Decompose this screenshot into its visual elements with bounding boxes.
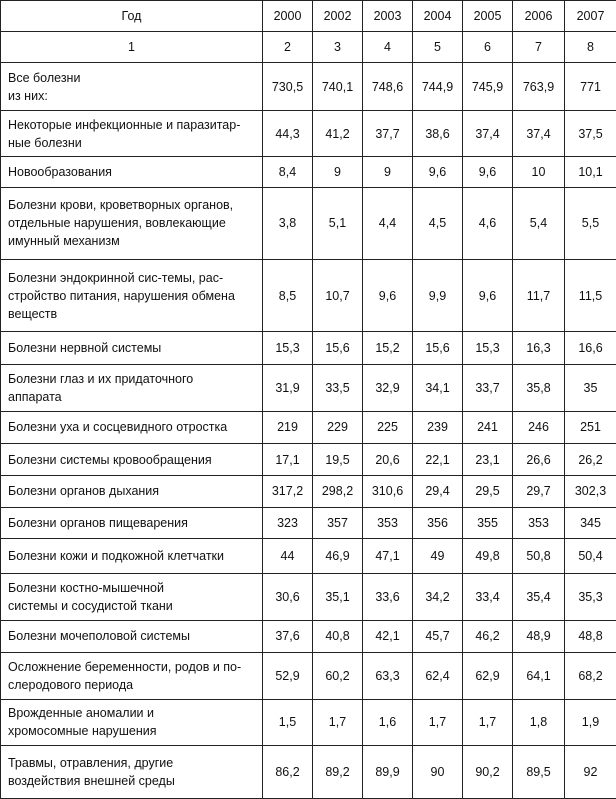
value-2000: 37,6 <box>263 621 313 653</box>
value-2005: 29,5 <box>463 475 513 507</box>
value-2006: 763,9 <box>513 63 565 111</box>
value-2002: 19,5 <box>313 444 363 476</box>
value-2005: 62,9 <box>463 652 513 699</box>
value-2000: 15,3 <box>263 331 313 364</box>
disease-category-label <box>1 111 263 157</box>
value-2007: 50,4 <box>565 539 616 574</box>
table-row <box>1 260 616 332</box>
value-2005: 46,2 <box>463 621 513 653</box>
value-2004: 49 <box>413 539 463 574</box>
column-number-row <box>1 32 616 63</box>
year-2005-header: 2005 <box>463 1 513 32</box>
value-2005: 33,7 <box>463 364 513 411</box>
value-2006: 48,9 <box>513 621 565 653</box>
table-row <box>1 364 616 411</box>
disease-category-label <box>1 331 263 364</box>
label-line: отдельные нарушения, вовлекающие <box>8 216 226 231</box>
value-2000: 3,8 <box>263 187 313 260</box>
label-line: веществ <box>8 306 58 321</box>
value-2006: 5,4 <box>513 187 565 260</box>
disease-category-label <box>1 539 263 574</box>
value-2004: 34,2 <box>413 574 463 621</box>
label-line: стройство питания, нарушения обмена <box>8 288 235 303</box>
value-2000: 8,5 <box>263 260 313 332</box>
value-2005: 355 <box>463 507 513 539</box>
label-line: системы и сосудистой ткани <box>8 599 173 614</box>
label-line: Осложнение беременности, родов и по- <box>8 659 242 674</box>
column-number: 7 <box>513 32 565 63</box>
value-2005: 90,2 <box>463 745 513 798</box>
column-number: 3 <box>313 32 363 63</box>
value-2003: 32,9 <box>363 364 413 411</box>
value-2005: 15,3 <box>463 331 513 364</box>
label-line: Некоторые инфекционные и паразитар- <box>8 117 241 132</box>
label-line: Все болезни <box>8 70 81 85</box>
table-row <box>1 331 616 364</box>
value-2004: 239 <box>413 411 463 444</box>
value-2003: 15,2 <box>363 331 413 364</box>
value-2006: 246 <box>513 411 565 444</box>
label-line: имунный механизм <box>8 234 120 249</box>
value-2007: 26,2 <box>565 444 616 476</box>
value-2000: 730,5 <box>263 63 313 111</box>
value-2007: 1,9 <box>565 699 616 745</box>
value-2006: 35,4 <box>513 574 565 621</box>
value-2002: 35,1 <box>313 574 363 621</box>
value-2002: 740,1 <box>313 63 363 111</box>
value-2004: 29,4 <box>413 475 463 507</box>
value-2006: 89,5 <box>513 745 565 798</box>
value-2002: 229 <box>313 411 363 444</box>
table-row <box>1 507 616 539</box>
value-2006: 29,7 <box>513 475 565 507</box>
table-row <box>1 157 616 188</box>
label-line: ные болезни <box>8 135 82 150</box>
label-line: Новообразования <box>8 164 112 179</box>
value-2003: 225 <box>363 411 413 444</box>
table-row <box>1 444 616 476</box>
table-row <box>1 745 616 798</box>
value-2005: 9,6 <box>463 260 513 332</box>
value-2002: 46,9 <box>313 539 363 574</box>
value-2004: 744,9 <box>413 63 463 111</box>
value-2000: 317,2 <box>263 475 313 507</box>
table-row <box>1 574 616 621</box>
value-2002: 41,2 <box>313 111 363 157</box>
value-2006: 11,7 <box>513 260 565 332</box>
value-2000: 31,9 <box>263 364 313 411</box>
label-line: слеродового периода <box>8 677 134 692</box>
value-2002: 357 <box>313 507 363 539</box>
value-2002: 10,7 <box>313 260 363 332</box>
value-2004: 90 <box>413 745 463 798</box>
value-2006: 1,8 <box>513 699 565 745</box>
value-2000: 8,4 <box>263 157 313 188</box>
table-row <box>1 63 616 111</box>
value-2003: 4,4 <box>363 187 413 260</box>
value-2005: 37,4 <box>463 111 513 157</box>
value-2007: 35,3 <box>565 574 616 621</box>
value-2002: 1,7 <box>313 699 363 745</box>
value-2007: 92 <box>565 745 616 798</box>
column-number: 5 <box>413 32 463 63</box>
value-2003: 42,1 <box>363 621 413 653</box>
value-2000: 44 <box>263 539 313 574</box>
value-2003: 9 <box>363 157 413 188</box>
header-row <box>1 1 616 32</box>
value-2004: 9,6 <box>413 157 463 188</box>
year-2000-header: 2000 <box>263 1 313 32</box>
value-2002: 40,8 <box>313 621 363 653</box>
value-2002: 89,2 <box>313 745 363 798</box>
disease-category-label <box>1 63 263 111</box>
table-row <box>1 475 616 507</box>
value-2006: 64,1 <box>513 652 565 699</box>
label-line: Болезни нервной системы <box>8 340 162 355</box>
disease-category-label <box>1 574 263 621</box>
value-2000: 52,9 <box>263 652 313 699</box>
value-2005: 241 <box>463 411 513 444</box>
value-2007: 11,5 <box>565 260 616 332</box>
value-2007: 345 <box>565 507 616 539</box>
disease-category-label <box>1 621 263 653</box>
value-2003: 33,6 <box>363 574 413 621</box>
year-2007-header: 2007 <box>565 1 616 32</box>
value-2000: 44,3 <box>263 111 313 157</box>
label-line: Болезни органов дыхания <box>8 484 160 499</box>
value-2003: 47,1 <box>363 539 413 574</box>
value-2004: 62,4 <box>413 652 463 699</box>
value-2004: 38,6 <box>413 111 463 157</box>
value-2005: 49,8 <box>463 539 513 574</box>
value-2005: 9,6 <box>463 157 513 188</box>
value-2002: 15,6 <box>313 331 363 364</box>
value-2003: 748,6 <box>363 63 413 111</box>
year-2002-header: 2002 <box>313 1 363 32</box>
column-number: 8 <box>565 32 616 63</box>
value-2002: 33,5 <box>313 364 363 411</box>
table-row <box>1 111 616 157</box>
value-2006: 37,4 <box>513 111 565 157</box>
value-2003: 1,6 <box>363 699 413 745</box>
value-2003: 37,7 <box>363 111 413 157</box>
value-2007: 5,5 <box>565 187 616 260</box>
disease-category-label <box>1 157 263 188</box>
value-2002: 298,2 <box>313 475 363 507</box>
label-line: аппарата <box>8 389 62 404</box>
disease-category-label <box>1 411 263 444</box>
value-2000: 1,5 <box>263 699 313 745</box>
value-2000: 219 <box>263 411 313 444</box>
disease-category-label <box>1 699 263 745</box>
value-2000: 17,1 <box>263 444 313 476</box>
table-body <box>1 63 616 799</box>
label-line: из них: <box>8 88 48 103</box>
value-2004: 9,9 <box>413 260 463 332</box>
table-row <box>1 539 616 574</box>
label-line: Болезни костно-мышечной <box>8 581 164 596</box>
value-2004: 356 <box>413 507 463 539</box>
value-2003: 310,6 <box>363 475 413 507</box>
disease-category-label <box>1 187 263 260</box>
label-line: Травмы, отравления, другие <box>8 755 174 770</box>
value-2007: 251 <box>565 411 616 444</box>
value-2000: 86,2 <box>263 745 313 798</box>
year-header: Год <box>1 1 263 32</box>
value-2006: 50,8 <box>513 539 565 574</box>
label-line: хромосомные нарушения <box>8 724 157 739</box>
value-2007: 48,8 <box>565 621 616 653</box>
table-row <box>1 411 616 444</box>
year-2003-header: 2003 <box>363 1 413 32</box>
label-line: Болезни системы кровообращения <box>8 452 212 467</box>
value-2004: 34,1 <box>413 364 463 411</box>
label-line: воздействия внешней среды <box>8 773 175 788</box>
value-2003: 9,6 <box>363 260 413 332</box>
value-2007: 771 <box>565 63 616 111</box>
value-2005: 4,6 <box>463 187 513 260</box>
value-2007: 37,5 <box>565 111 616 157</box>
year-2004-header: 2004 <box>413 1 463 32</box>
value-2006: 353 <box>513 507 565 539</box>
value-2007: 10,1 <box>565 157 616 188</box>
label-line: Болезни глаз и их придаточного <box>8 371 194 386</box>
value-2006: 26,6 <box>513 444 565 476</box>
value-2005: 23,1 <box>463 444 513 476</box>
disease-category-label <box>1 652 263 699</box>
disease-category-label <box>1 475 263 507</box>
value-2004: 4,5 <box>413 187 463 260</box>
label-line: Болезни уха и сосцевидного отростка <box>8 420 228 435</box>
value-2004: 45,7 <box>413 621 463 653</box>
value-2002: 5,1 <box>313 187 363 260</box>
value-2005: 33,4 <box>463 574 513 621</box>
value-2004: 15,6 <box>413 331 463 364</box>
value-2007: 68,2 <box>565 652 616 699</box>
table-row <box>1 699 616 745</box>
value-2006: 10 <box>513 157 565 188</box>
value-2004: 1,7 <box>413 699 463 745</box>
value-2007: 16,6 <box>565 331 616 364</box>
disease-category-label <box>1 364 263 411</box>
disease-category-label <box>1 444 263 476</box>
table-row <box>1 187 616 260</box>
label-line: Болезни эндокринной сис-темы, рас- <box>8 270 224 285</box>
column-number: 1 <box>1 32 263 63</box>
value-2002: 9 <box>313 157 363 188</box>
column-number: 6 <box>463 32 513 63</box>
value-2005: 745,9 <box>463 63 513 111</box>
disease-category-label <box>1 507 263 539</box>
value-2005: 1,7 <box>463 699 513 745</box>
value-2003: 89,9 <box>363 745 413 798</box>
table-row <box>1 621 616 653</box>
column-number: 2 <box>263 32 313 63</box>
value-2000: 30,6 <box>263 574 313 621</box>
value-2006: 16,3 <box>513 331 565 364</box>
column-number: 4 <box>363 32 413 63</box>
value-2007: 35 <box>565 364 616 411</box>
label-line: Болезни органов пищеварения <box>8 515 188 530</box>
disease-category-label <box>1 745 263 798</box>
value-2002: 60,2 <box>313 652 363 699</box>
value-2003: 353 <box>363 507 413 539</box>
value-2003: 20,6 <box>363 444 413 476</box>
label-line: Болезни мочеполовой системы <box>8 629 191 644</box>
value-2003: 63,3 <box>363 652 413 699</box>
value-2004: 22,1 <box>413 444 463 476</box>
label-line: Болезни крови, кроветворных органов, <box>8 198 234 213</box>
value-2007: 302,3 <box>565 475 616 507</box>
table-row <box>1 652 616 699</box>
disease-category-label <box>1 260 263 332</box>
value-2000: 323 <box>263 507 313 539</box>
value-2006: 35,8 <box>513 364 565 411</box>
label-line: Болезни кожи и подкожной клетчатки <box>8 549 224 564</box>
label-line: Врожденные аномалии и <box>8 706 154 721</box>
year-2006-header: 2006 <box>513 1 565 32</box>
